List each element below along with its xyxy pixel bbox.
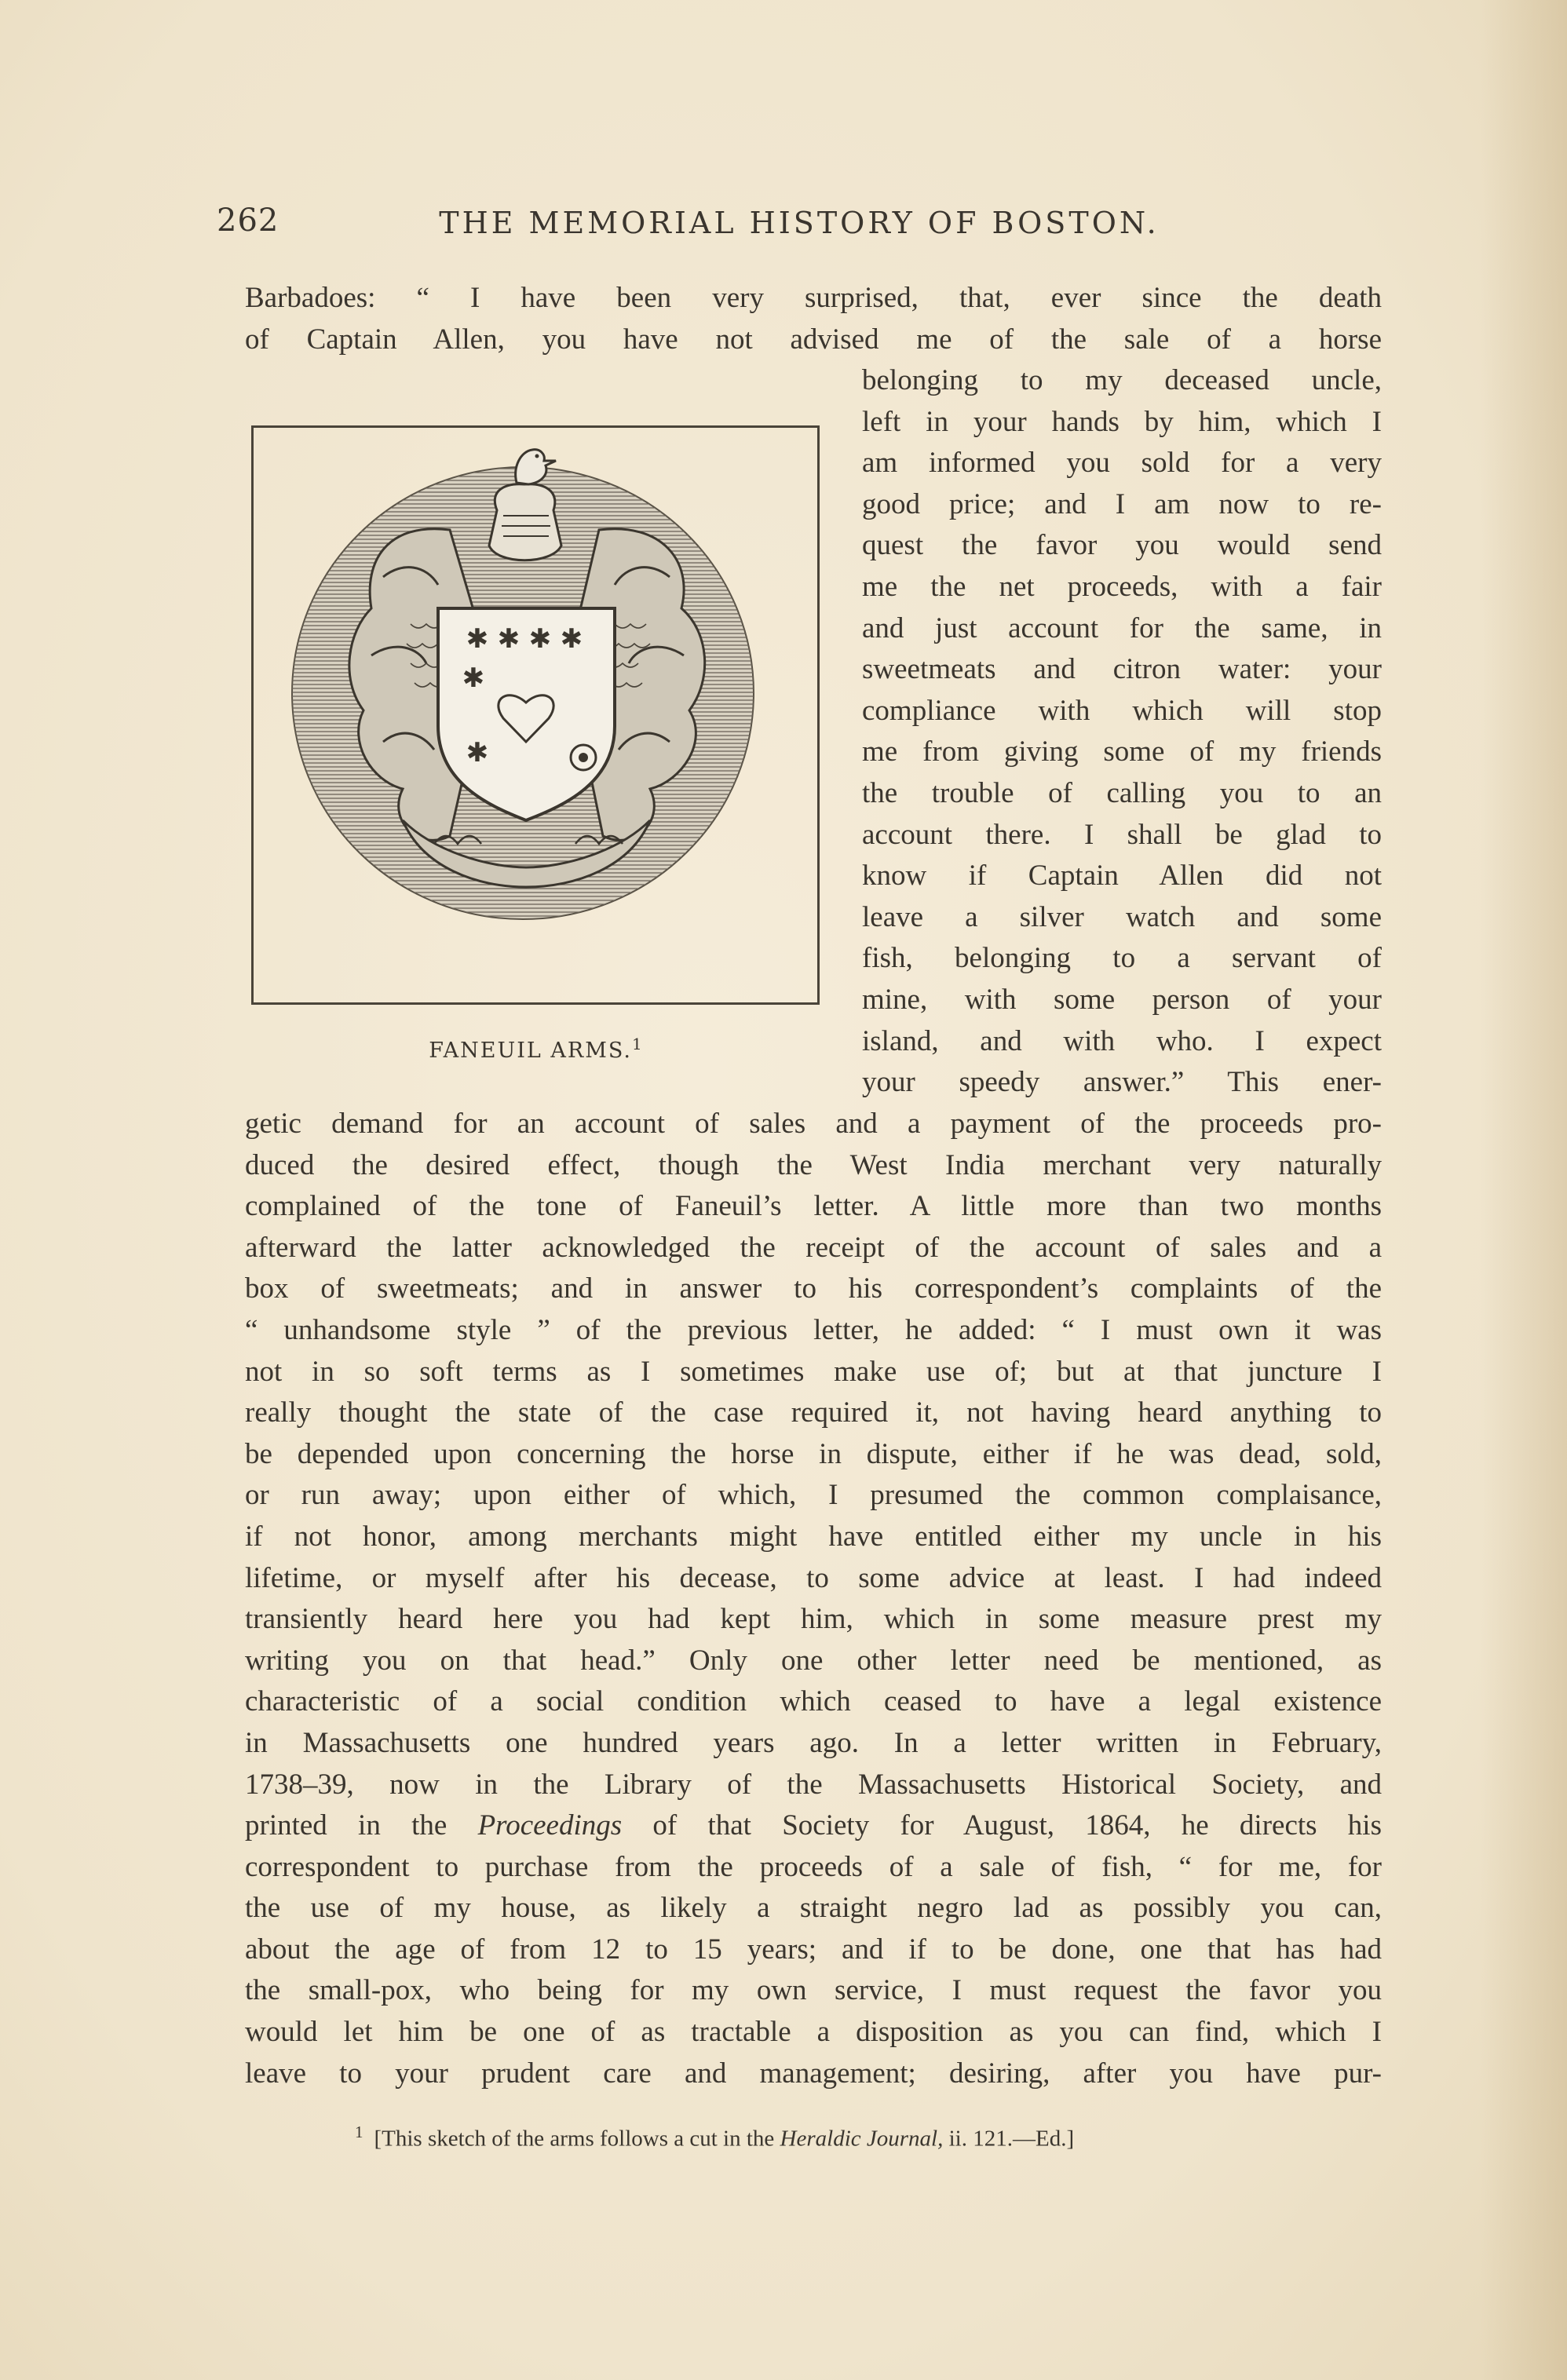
text-line: if not honor, among merchants might have entitled either my uncle in his <box>245 1520 1382 1553</box>
text-line: your speedy answer.” This ener- <box>862 1066 1382 1099</box>
coat-of-arms-illustration <box>254 428 817 1002</box>
text-line: mine, with some person of your <box>862 983 1382 1016</box>
main-paragraph <box>245 1104 1382 2094</box>
text-line: quest the favor you would send <box>862 529 1382 562</box>
svg-text:✱: ✱ <box>466 737 489 768</box>
page-edge-shadow <box>1481 0 1567 2380</box>
footnote <box>355 2123 1382 2152</box>
text-line: transiently heard here you had kept him, which in some measure prest my <box>245 1603 1382 1636</box>
svg-text:✱: ✱ <box>462 663 485 694</box>
svg-text:✱: ✱ <box>528 623 552 655</box>
text-line: afterward the latter acknowledged the receipt of the account of sales and a <box>245 1231 1382 1264</box>
text-line: characteristic of a social condition which ceased to have a legal existence <box>245 1685 1382 1718</box>
caption-text: FANEUIL ARMS. <box>429 1039 632 1063</box>
svg-text:✱: ✱ <box>497 623 521 655</box>
figure-caption <box>251 1035 820 1063</box>
text-line: belonging to my deceased uncle, <box>862 364 1382 396</box>
text-line: writing you on that head.” Only one other letter need be mentioned, as <box>245 1644 1382 1677</box>
text-line: good price; and I am now to re- <box>862 487 1382 520</box>
wrapped-column <box>862 360 1382 1104</box>
proceedings-title: Proceedings <box>477 1809 623 1842</box>
text-line: the small-pox, who being for my own service, I must request the favor you <box>245 1974 1382 2007</box>
text-line: 1738–39, now in the Library of the Massachusetts Historical Society, and <box>245 1768 1382 1801</box>
text-line: in Massachusetts one hundred years ago. In a letter written in February, <box>245 1726 1382 1759</box>
text-span: printed in the <box>245 1809 478 1842</box>
text-line: of Captain Allen, you have not advised me of the sale of a horse <box>245 323 1382 356</box>
text-line: know if Captain Allen did not <box>862 860 1382 892</box>
page-header <box>217 203 1382 250</box>
svg-text:✱: ✱ <box>466 623 489 655</box>
text-line: and just account for the same, in <box>862 611 1382 644</box>
text-line: duced the desired effect, though the West India merchant very naturally <box>245 1148 1382 1181</box>
text-line: box of sweetmeats; and in answer to his correspondent’s complaints of the <box>245 1272 1382 1305</box>
text-line: the use of my house, as likely a straight negro lad as possibly you can, <box>245 1892 1382 1925</box>
text-line: leave a silver watch and some <box>862 900 1382 933</box>
text-line: not in so soft terms as I sometimes make use of; but at that juncture I <box>245 1355 1382 1388</box>
top-lines <box>245 278 1382 360</box>
text-line: getic demand for an account of sales and a payment of the proceeds pro- <box>245 1108 1382 1140</box>
text-line: the trouble of calling you to an <box>862 776 1382 809</box>
text-line: fish, belonging to a servant of <box>862 942 1382 975</box>
text-line: sweetmeats and citron water: your <box>862 653 1382 686</box>
text-line: account there. I shall be glad to <box>862 818 1382 851</box>
text-line: “ unhandsome style ” of the previous letter, he added: “ I must own it was <box>245 1313 1382 1346</box>
text-line: correspondent to purchase from the proceeds of a sale of fish, “ for me, for <box>245 1850 1382 1883</box>
text-line: Barbadoes: “ I have been very surprised, that, ever since the death <box>245 282 1382 314</box>
text-line: about the age of from 12 to 15 years; and if to be done, one that has had <box>245 1933 1382 1966</box>
text-line: really thought the state of the case required it, not having heard anything to <box>245 1396 1382 1429</box>
text-line: left in your hands by him, which I <box>862 405 1382 438</box>
text-line: compliance with which will stop <box>862 694 1382 727</box>
text-line: me the net proceeds, with a fair <box>862 570 1382 603</box>
text-line: leave to your prudent care and management; desiring, after you have pur- <box>245 2057 1382 2090</box>
page-number: 262 <box>217 203 279 239</box>
footnote-text: ii. 121.—Ed.] <box>943 2126 1075 2152</box>
text-line: be depended upon concerning the horse in dispute, either if he was dead, sold, <box>245 1437 1382 1470</box>
text-span: of that Society for August, 1864, he directs his <box>622 1809 1382 1842</box>
text-line: me from giving some of my friends <box>862 736 1382 768</box>
text-line: island, and with who. I expect <box>862 1024 1382 1057</box>
running-head: THE MEMORIAL HISTORY OF BOSTON. <box>439 206 1160 240</box>
footnote-ref: 1 <box>632 1035 642 1053</box>
text-line: lifetime, or myself after his decease, to some advice at least. I had indeed <box>245 1561 1382 1594</box>
faneuil-arms-figure <box>251 425 820 1005</box>
text-line <box>245 1805 1382 1847</box>
footnote-marker: 1 <box>355 2123 363 2141</box>
text-line: complained of the tone of Faneuil’s letter. A little more than two months <box>245 1190 1382 1223</box>
heraldic-journal-title: Heraldic Journal, <box>780 2126 944 2152</box>
text-line: or run away; upon either of which, I presumed the common complaisance, <box>245 1479 1382 1512</box>
footnote-text: [This sketch of the arms follows a cut in the <box>374 2126 780 2152</box>
svg-text:✱: ✱ <box>560 623 583 655</box>
text-line: would let him be one of as tractable a disposition as you can find, which I <box>245 2016 1382 2049</box>
text-line: am informed you sold for a very <box>862 447 1382 480</box>
